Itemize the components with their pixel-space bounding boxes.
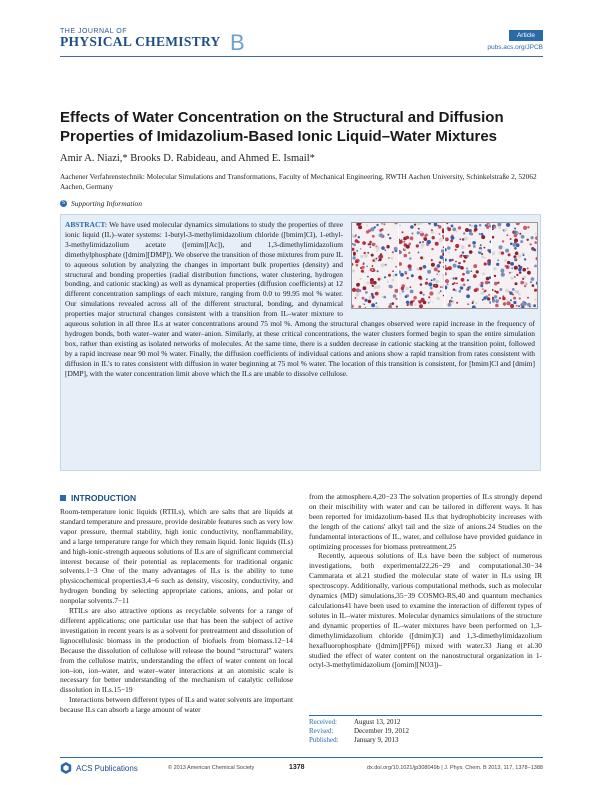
supporting-info-label: Supporting Information [71, 199, 143, 208]
journal-url-link[interactable]: pubs.acs.org/JPCB [487, 44, 543, 51]
author-list: Amir A. Niazi,* Brooks D. Rabideau, and Ahmed E. Ismail* [60, 153, 315, 164]
affiliation: Aachener Verfahrenstechnik: Molecular Simulations and Transformations, Faculty of Mechanical Engineering, RWTH Aachen University, Schinkelstraße 2, 52062 Aachen, Germany [60, 172, 537, 191]
page-number: 1378 [289, 764, 305, 771]
paragraph: RTILs are also attractive options as recyclable solvents for a range of different applications; one particular use that has been the subject of active investigation in recent years is as a solvent for pretreatment and dissolution of lignocellulosic biomass in the production of biofuels from biomass.12−14 Because the dissolution of cellulose will release the bound “structural” waters from the cellulose matrix, understanding the effect of water content on local ion–ion, ion–water, and water–water interactions at an atomistic scale is necessary for better understanding of the mechanism of catalytic cellulose dissolution in ILs.15−19 [60, 606, 293, 695]
journal-line2: PHYSICAL CHEMISTRY [60, 34, 221, 49]
journal-letter: B [230, 30, 245, 55]
received-label: Received: [309, 718, 337, 726]
paper-title: Effects of Water Concentration on the Structural and Diffusion Properties of Imidazolium-Based Ionic Liquid–Water Mixtures [60, 109, 504, 145]
section-heading-label: INTRODUCTION [71, 493, 137, 503]
copyright: © 2013 American Chemical Society [168, 765, 255, 771]
abstract-label: ABSTRACT: [65, 220, 108, 229]
abstract-body: We have used molecular dynamics simulations to study the properties of three ionic liquid (IL)–water systems: 1-butyl-3-methylimidazolium chloride ([bmim]Cl), 1-ethyl-3-methylimidazolium acetate ([emim][Ac]), and 1,3-dimethylimidazolium dimethylphosphate ([dmim][DMP]). We observe the transition of those mixtures from pure IL to aqueous solution by analyzing the changes in important bulk properties (density) and structural and bonding properties (radial distribution functions, water clustering, hydrogen bonding, and cationic stacking) as well as dynamical properties (diffusion coefficients) at 12 different concentration samplings of each mixture, ranging from 0.0 to 99.95 mol % water. Our simulations revealed across all of the different structural, bonding, and dynamical properties major structural changes consistent with a transition from IL–water mixture to aqueous solution in all three ILs at water concentrations around 75 mol %. Among the structural changes observed were rapid increase in the frequency of hydrogen bonds, both water–water and water–anion. Similarly, at these critical concentrations, the water clusters formed begin to span the entire simulation box, rather than existing as isolated networks of molecules. At the same time, there is a sudden decrease in cationic stacking at the transition point, followed by a rapid increase near 90 mol % water. Finally, the diffusion coefficients of individual cations and anions show a rapid transition from rates consistent with diffusion in IL's to rates consistent with diffusion in water beginning at 75 mol % water. The location of this transition is consistent, for [bmim]Cl and [dmim][DMP], with the water concentration limit above which the ILs are unable to dissolve cellulose. [65, 220, 535, 378]
header-divider [60, 56, 543, 57]
publication-dates [309, 715, 542, 746]
paragraph: Interactions between different types of ILs and water solvents are important because ILs can absorb a large amount of water [60, 695, 293, 715]
footer-divider [60, 757, 543, 758]
molecule-dot [535, 281, 537, 284]
left-column [60, 507, 293, 715]
paragraph: Recently, aqueous solutions of ILs have been the subject of numerous investigations, both experimental22,26−29 and computational.30−34 Cammarata et al.21 studied the molecular state of water in ILs using IR spectroscopy. Additionally, various computational methods, such as molecular dynamics (MD) simulations,35−39 COSMO-RS,40 and quantum mechanics calculations41 have been used to examine the interaction of different types of solutes in IL–water mixtures. Molecular dynamics simulations of the structure and dynamic properties of IL–water mixtures have been performed on 1,3-dimethylimidazolium chloride ([dmim]Cl) and 1,3-dimethylimidazolium hexafluorophosphate ([dmim][PF6]) mixed with water.33 Jiang et al.30 studied the effect of water content on the nanostructural organization in 1-octyl-3-methylimidazolium ([omim][NO3])– [309, 551, 542, 670]
supporting-info-icon: S [61, 200, 66, 206]
published-value: January 9, 2013 [354, 736, 399, 745]
section-bullet-icon [60, 495, 66, 501]
supporting-info-link[interactable] [60, 199, 142, 208]
revised-date [309, 727, 542, 736]
journal-logo [60, 28, 280, 55]
abstract-figure-spacer [343, 220, 535, 312]
article-badge: Article [509, 30, 543, 41]
received-value: August 13, 2012 [354, 718, 401, 726]
paragraph: Room-temperature ionic liquids (RTILs), which are salts that are liquids at standard temperature and pressure, provide desirable features such as very low vapor pressure, thermal stability, high ionic conductivity, nonflammability, and a large temperature range for which they remain liquid. Ionic liquids (ILs) and high-ionic-strength aqueous solutions of ILs are of significant commercial interest because of their potential as replacements for traditional organic solvents.1−3 One of the many advantages of ILs is the ability to tune physicochemical properties3,4−6 such as density, viscosity, conductivity, and hydrogen bonding by selecting appropriate cations, anions, and polar or nonpolar solvents.7−11 [60, 507, 293, 606]
journal-line1: THE JOURNAL OF [60, 28, 128, 35]
molecule-dot [535, 257, 537, 261]
published-date [309, 736, 542, 745]
doi-link[interactable]: dx.doi.org/10.1021/jp308049b | J. Phys. Chem. B 2013, 117, 1378−1388 [366, 765, 543, 771]
right-column [309, 492, 542, 670]
received-date [309, 718, 542, 727]
abstract [65, 220, 535, 379]
revised-label: Revised: [309, 727, 334, 736]
publisher-name: ACS Publications [76, 763, 138, 773]
acs-hexagon-icon [60, 762, 72, 774]
section-heading-introduction [60, 493, 136, 503]
paragraph: from the atmosphere.4,20−23 The solvation properties of ILs strongly depend on their miscibility with water and can be tailored in different ways. It has been reported for imidazolium-based ILs that hydrophobicity increases with the length of the cations' alkyl tail and the size of anions.24 Studies on the fundamental interactions of IL, water, and cellulose have provided guidance in optimizing processes for biomass pretreatment.25 [309, 492, 542, 551]
published-label: Published: [309, 736, 339, 745]
revised-value: December 19, 2012 [354, 727, 410, 736]
publisher-logo [60, 762, 138, 774]
